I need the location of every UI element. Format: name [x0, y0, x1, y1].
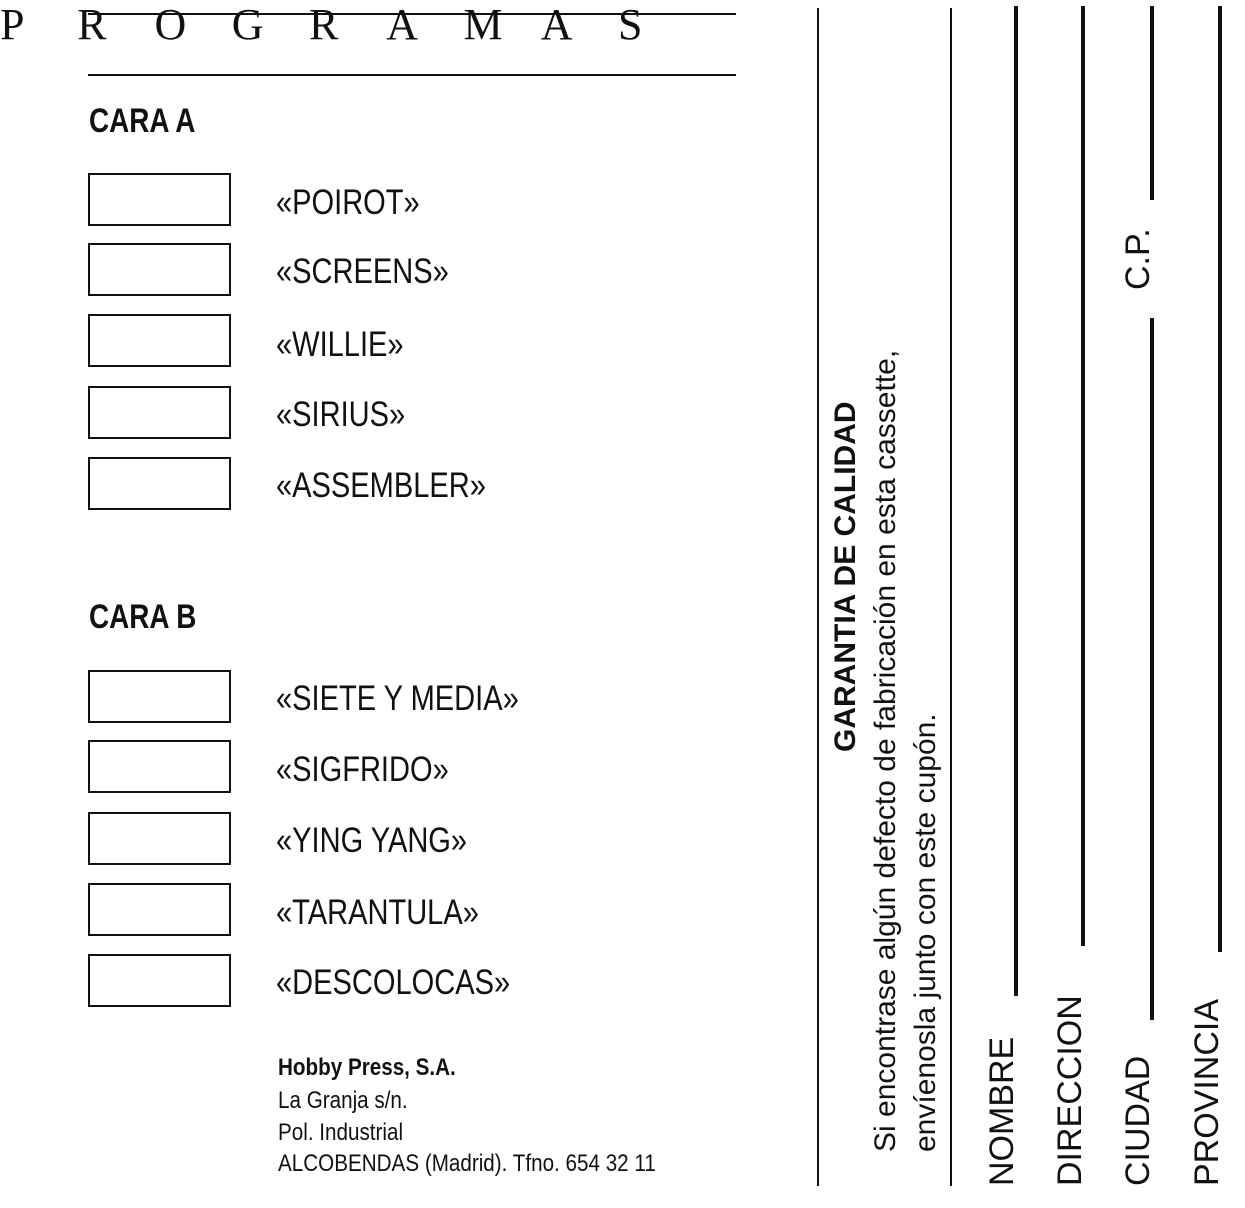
cara-b-checkbox-1[interactable]: [88, 670, 231, 723]
cara-a-program-3: «WILLIE»: [276, 325, 404, 364]
cara-b-checkbox-2[interactable]: [88, 740, 231, 793]
guarantee-heading: GARANTIA DE CALIDAD: [829, 401, 862, 752]
guarantee-text-line-2: envíenosla junto con este cupón.: [909, 713, 942, 1152]
guarantee-text-line-1: Si encontrase algún defecto de fabricación en esta cassette,: [869, 349, 902, 1152]
cara-b-heading: CARA B: [89, 598, 197, 636]
cara-a-checkbox-2[interactable]: [88, 243, 231, 296]
cara-a-program-1: «POIROT»: [276, 183, 420, 222]
cara-a-checkbox-3[interactable]: [88, 314, 231, 367]
cara-a-heading: CARA A: [89, 102, 196, 140]
guarantee-divider: [950, 8, 952, 1186]
provincia-field-line[interactable]: [1218, 6, 1222, 952]
cara-b-program-2: «SIGFRIDO»: [276, 750, 449, 789]
cp-label: C.P.: [1119, 228, 1157, 290]
cara-b-checkbox-5[interactable]: [88, 954, 231, 1007]
cara-b-checkbox-4[interactable]: [88, 883, 231, 936]
cara-b-checkbox-3[interactable]: [88, 812, 231, 865]
publisher-address-1: La Granja s/n.: [278, 1087, 408, 1114]
publisher-address-2: Pol. Industrial: [278, 1119, 404, 1146]
direccion-field-line[interactable]: [1081, 6, 1085, 946]
cara-b-program-5: «DESCOLOCAS»: [276, 963, 511, 1002]
publisher-address-3: ALCOBENDAS (Madrid). Tfno. 654 32 11: [278, 1150, 656, 1177]
coupon-left-border: [817, 8, 819, 1186]
cara-b-program-3: «YING YANG»: [276, 821, 468, 860]
cara-b-program-1: «SIETE Y MEDIA»: [276, 679, 519, 718]
title-letter: O: [154, 0, 187, 49]
cara-a-program-5: «ASSEMBLER»: [276, 466, 486, 505]
title-letter: P: [0, 0, 25, 49]
title-letter: G: [231, 0, 264, 49]
ciudad-field-line[interactable]: [1150, 318, 1154, 1020]
cara-a-checkbox-4[interactable]: [88, 386, 231, 439]
cara-b-program-4: «TARANTULA»: [276, 893, 479, 932]
title-letter: S: [618, 0, 643, 49]
direccion-label: DIRECCION: [1051, 995, 1089, 1186]
title-bottom-rule: [88, 74, 736, 76]
ciudad-label: CIUDAD: [1119, 1055, 1157, 1186]
nombre-field-line[interactable]: [1014, 6, 1018, 996]
title-letter: A: [386, 0, 419, 49]
title-letter: R: [77, 0, 107, 49]
provincia-label: PROVINCIA: [1188, 998, 1226, 1186]
title-letter: R: [309, 0, 339, 49]
cara-a-checkbox-1[interactable]: [88, 173, 231, 226]
title-letter: A: [540, 0, 573, 49]
cara-a-checkbox-5[interactable]: [88, 457, 231, 510]
cp-field-line[interactable]: [1150, 6, 1154, 200]
cara-a-program-4: «SIRIUS»: [276, 395, 406, 434]
title-letter: M: [463, 0, 503, 49]
nombre-label: NOMBRE: [983, 1036, 1021, 1186]
publisher-name: Hobby Press, S.A.: [278, 1054, 456, 1081]
cara-a-program-2: «SCREENS»: [276, 252, 449, 291]
